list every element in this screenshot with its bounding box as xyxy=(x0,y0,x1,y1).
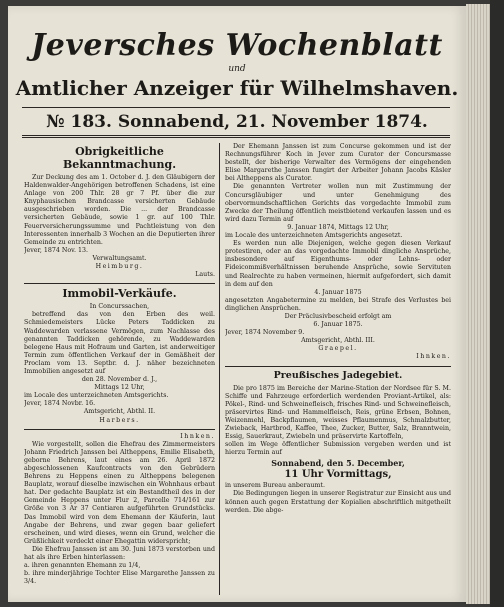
masthead-title: Jeversches Wochenblatt xyxy=(31,28,443,63)
notice-body: Der Ehemann Janssen ist zum Concurse gekommen und ist der Rechnungsführer Koch in Jever zum Curator der Concursmasse bestellt, der bisherige Verwalter des Vermögens der eingehenden Elise Margarethe Janssen fungirt der Arbeiter Johann Jacobs Käsler bei Altheppens als Curator. xyxy=(225,143,451,183)
notice-date-3: 6. Januar 1875. xyxy=(313,321,363,329)
right-column xyxy=(225,143,451,599)
notice-signature: Graepel. xyxy=(318,345,358,353)
masthead-subtitle: Amtlicher Anzeiger für Wilhelmshaven. xyxy=(15,76,459,100)
newspaper-page xyxy=(8,6,466,602)
notice-item-a: a. ihren genannten Ehemann zu 1/4, xyxy=(24,562,141,570)
masthead-rule-top xyxy=(22,107,450,108)
masthead-rule-bottom-thin xyxy=(22,137,450,138)
notice-note: Lauts. xyxy=(195,271,215,279)
notice-place: in unserem Bureau anberaumt. xyxy=(225,482,325,490)
notice-court: Amtsgericht, Abthl. III. xyxy=(301,337,375,345)
notice-janssen-continued xyxy=(225,143,451,362)
notice-body-3: Die Bedingungen liegen in unserer Registratur zur Einsicht aus und können auch gegen Erstattung der Kopialien abschriftlich mitgetheilt werden. Die abge- xyxy=(225,490,451,514)
notice-body-5: Der Präclusivbescheid erfolgt am xyxy=(284,312,392,320)
column-divider xyxy=(219,143,220,595)
notice-body-2: sollen im Wege öffentlicher Submission vergeben werden und ist hierzu Termin auf xyxy=(225,441,451,457)
notice-heading: Obrigkeitliche Bekanntmachung. xyxy=(62,145,177,171)
notice-body-4: angesetzten Angabetermine zu melden, bei Strafe des Verlustes bei dinglichen Ansprüchen. xyxy=(225,296,451,312)
notice-office: Verwaltungsamt. xyxy=(92,254,147,262)
notice-janssen-sale xyxy=(24,433,215,587)
masthead-und: und xyxy=(228,64,246,74)
notice-place: im Locale des unterzeichneten Amtsgerichts. xyxy=(24,392,169,400)
notice-place-date: Jever, 1874 November 9. xyxy=(225,329,305,337)
notice-signature: Heimburg. xyxy=(95,263,144,271)
notice-place-date: Jever, 1874 Nov. 13. xyxy=(24,246,89,254)
notice-prussian-jade xyxy=(225,370,451,515)
notice-separator xyxy=(24,283,215,284)
notice-date: Sonnabend, den 5. December, xyxy=(271,458,405,469)
notice-court: Amtsgericht, Abthl. II. xyxy=(83,408,156,416)
binding-shadow xyxy=(490,0,504,607)
notice-header-name: Ihnken. xyxy=(180,432,215,440)
notice-time: 11 Uhr Vormittags, xyxy=(284,469,392,481)
issue-line: № 183. Sonnabend, 21. November 1874. xyxy=(46,112,428,132)
notice-note: Ihnken. xyxy=(416,353,451,361)
notice-date: 9. Januar 1874, Mittags 12 Uhr, xyxy=(287,223,389,231)
notice-body-3: Es werden nun alle Diejenigen, welche gegen diesen Verkauf protestiren, oder an das vorgedachte Immobil dingliche Ansprüche, insbesondere auf Eigenthums- oder Lehns- oder Fideicommißverhältnissen beruhende Ansprüche, sowie Servituten und Realrechte zu haben vermeinen, hiermit aufgefordert, sich damit in dem auf den xyxy=(225,240,451,288)
notice-heading: Immobil-Verkäufe. xyxy=(62,287,177,301)
notice-date-2: 4. Januar 1875 xyxy=(314,288,362,296)
notice-heading: Preußisches Jadegebiet. xyxy=(273,369,403,381)
notice-body: Wie vorgestellt, sollen die Ehefrau des Zimmermeisters Johann Friedrich Janssen bei Altheppens, Emilie Elisabeth, geborne Behrens, laut eines am 26. April 1872 abgeschlossenen Kaufcontracts von den Gebrüdern Behrens zu Heppens einen zu Altheppens belegenen Bauplatz, worauf dieselbe inzwischen ein Wohnhaus erbaut hat. Der gedachte Bauplatz ist ein Bestandtheil des in der Gemeinde Heppens unter Flur 2, Parcelle 714/161 zur Größe von 3 Ar 37 Centiaren aufgeführten Grundstücks. Das Immobil wird von dem Ehemann der Käuferin, laut Angabe der Behrens, und zwar gegen baar geliefert erscheinen, und wird dieses, wenn ein Grund, welcher die Grüßlichkeit verdeckt einer Ehegattin widerspricht; xyxy=(24,440,215,545)
notice-separator xyxy=(24,429,215,430)
notice-body-2: Die genannten Vertreter wollen nun mit Zustimmung der Concursgläubiger und unter Genehmigung des obervormundschaftlichen Gerichts das vorgedachte Immobil zum Zwecke der Theilung öffentlich meistbietend verkaufen lassen und es wird dazu Termin auf xyxy=(225,183,451,223)
notice-body: Die pro 1875 im Bereiche der Marine-Station der Nordsee für S. M. Schiffe und Fahrzeuge erforderlich werdenden Proviant-Artikel, als: Pökel-, Rind- und Schweinefleisch, frisches Rind- und Schweinefleisch, präservirtes Rind- und Hammelfleisch, Reis, grüne Erbsen, Bohnen, Weizenmehl, Backpflaumen, weisses Pflaumenmus, Schmalzbutter, Zwieback, Hartbrod, Kaffee, Thee, Zucker, Butter, Salz, Branntwein, Essig, Sauerkraut, Zwiebeln und präservirte Kartoffeln, xyxy=(225,384,451,441)
notice-place-date: Jever, 1874 Novbr. 16. xyxy=(24,400,96,408)
notice-official-announcement xyxy=(24,145,215,279)
left-column xyxy=(24,143,215,599)
notice-body-2: Die Ehefrau Janssen ist am 30. Juni 1873 verstorben und hat als ihre Erben hinterlassen: xyxy=(24,545,215,562)
notice-date: den 28. November d. J., xyxy=(81,376,158,384)
notice-place: im Locale des unterzeichneten Amtsgerichts angesetzt. xyxy=(225,232,403,240)
notice-item-b: b. ihre minderjährige Tochter Elise Margarethe Janssen zu 3/4. xyxy=(24,570,215,586)
notice-signature: Harbers. xyxy=(99,416,140,424)
notice-time: Mittags 12 Uhr, xyxy=(94,384,145,392)
notice-subheading: In Concurssachen, xyxy=(89,303,150,311)
notice-body: betreffend das von den Erben des weil. Schmiedemeisters Lücke Peters Taddicken zu Waddewarden verlassene Vermögen, zum Nachlasse des genannten Taddicken gehörende, zu Waddewarden belegene Haus mit Hofraum und Garten, ist anderweitiger Termin zum öffentlichen Verkauf der in Gemäßheit der Proclam vom 13. Septbr. d. J. näher bezeichneten Immobilien angesetzt auf xyxy=(24,311,215,375)
notice-immobile-sales xyxy=(24,287,215,424)
masthead-rule-bottom xyxy=(22,135,450,136)
notice-body: Zur Deckung des am 1. October d. J. den Gläubigern der Haldenwalder-Angehörigen betroffenen Schadens, ist eine Anlage von 200 Thlr. 28 gr 7 Pf. über die zur Knyphausischen Brandcasse versicherten Gebäude ausgeschrieben worden. Die ... der Brandcasse versicherten Gebäude, sowie 1 gr. auf 100 Thlr. Feuerversicherungssumme und Pachtleistung von den Interessenten innerhalb 3 Wochen an die Deputierten ihrer Gemeinde zu entrichten. xyxy=(24,174,215,246)
notice-separator xyxy=(225,366,451,367)
